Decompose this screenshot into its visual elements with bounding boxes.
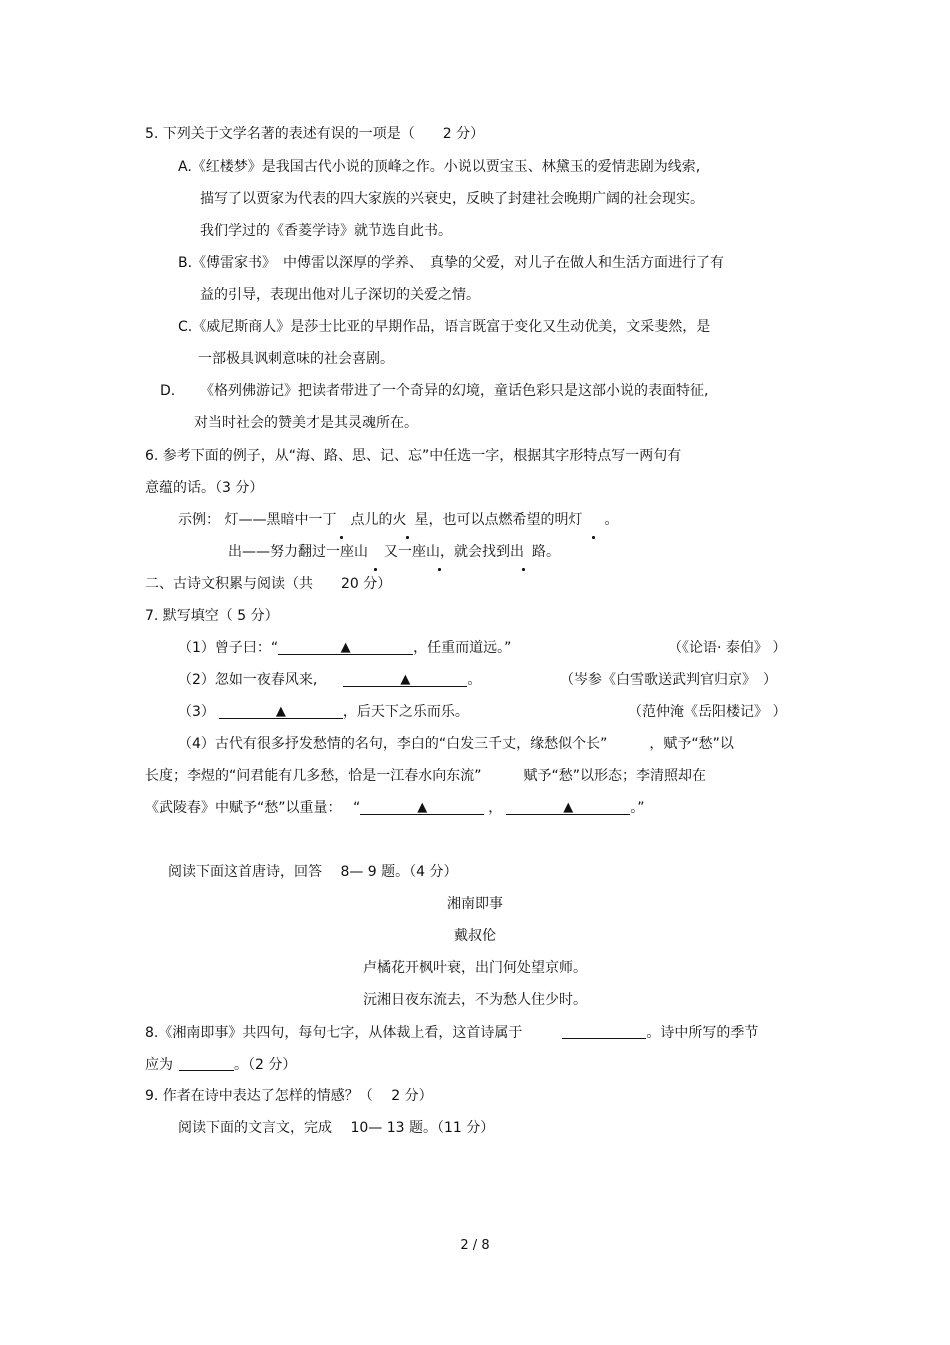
q5-option-d-line1: 《格列佛游记》把读者带进了一个奇异的幻境，童话色彩只是这部小说的表面特征, bbox=[200, 383, 709, 399]
q5-option-d-line2: 对当时社会的赞美才是其灵魂所在。 bbox=[194, 415, 418, 431]
blank-triangle-icon: ▲ bbox=[417, 800, 428, 815]
q7-item-1-suffix: ，任重而道远。” bbox=[413, 640, 512, 656]
blank-triangle-icon: ▲ bbox=[400, 672, 411, 687]
q6-example-1-part-a: 示例： 灯——黑暗中一丁 bbox=[178, 512, 337, 528]
poem-intro: 阅读下面这首唐诗，回答 8— 9 题。（4 分） bbox=[168, 864, 458, 880]
q7-item-3-source: （范仲淹《岳阳楼记》 ） bbox=[628, 704, 787, 720]
q5-option-a-line1: A.《红楼梦》是我国古代小说的顶峰之作。小说以贾宝玉、林黛玉的爱情悲剧为线索, bbox=[178, 159, 701, 175]
answer-blank[interactable] bbox=[343, 672, 467, 687]
q6-example-2-part-d: 路。 bbox=[532, 544, 560, 560]
q9-stem: 9. 作者在诗中表达了怎样的情感？（ 2 分） bbox=[145, 1088, 433, 1104]
answer-blank[interactable] bbox=[562, 1024, 646, 1039]
blank-triangle-icon: ▲ bbox=[275, 704, 286, 719]
q7-item-3 bbox=[178, 702, 469, 722]
q7-item-2 bbox=[178, 670, 481, 690]
q5-stem: 5. 下列关于文学名著的表述有误的一项是（ 2 分） bbox=[145, 126, 485, 142]
q6-example-2 bbox=[228, 542, 560, 562]
answer-blank[interactable] bbox=[219, 704, 343, 719]
q6-stem-line2: 意蕴的话。（3 分） bbox=[145, 480, 264, 496]
q6-example-2-part-c: ，就会找到出 bbox=[440, 544, 524, 560]
q5-option-c-line1: C.《威尼斯商人》是莎士比亚的早期作品，语言既富于变化又生动优美，文采斐然，是 bbox=[178, 319, 711, 335]
q5-option-c-line2: 一部极具讽刺意味的社会喜剧。 bbox=[198, 351, 394, 367]
poem-line-1: 卢橘花开枫叶衰，出门何处望京师。 bbox=[363, 960, 587, 976]
prose-intro: 阅读下面的文言文，完成 10— 13 题。（11 分） bbox=[178, 1120, 495, 1136]
poem-title: 湘南即事 bbox=[447, 896, 503, 912]
q5-option-d-label: D. bbox=[160, 383, 176, 399]
blank-triangle-icon: ▲ bbox=[563, 800, 574, 815]
q8-line2-suffix: 。（2 分） bbox=[234, 1057, 297, 1073]
q6-example-2-part-b: 又一座山 bbox=[384, 544, 440, 560]
q6-stem-line1: 6. 参考下面的例子，从“海、路、思、记、忘”中任选一字，根据其字形特点写一两句有 bbox=[145, 448, 682, 464]
q7-item-4-line3 bbox=[145, 798, 644, 818]
q6-example-1-part-b: 点儿的火 bbox=[350, 512, 407, 528]
q7-item-4-line3-comma: ， bbox=[488, 800, 503, 816]
q7-item-1-source: （《论语· 泰伯》 ） bbox=[668, 640, 787, 656]
q8-line2 bbox=[145, 1054, 296, 1075]
q6-example-2-part-a: 出——努力翻过一座山 bbox=[228, 544, 368, 560]
q8-line1-suffix: 。诗中所写的季节 bbox=[646, 1025, 759, 1041]
q7-item-2-prefix: （2）忽如一夜春风来, bbox=[178, 672, 318, 688]
q5-option-a-line3: 我们学过的《香菱学诗》就节选自此书。 bbox=[200, 223, 452, 239]
q7-item-3-prefix: （3） bbox=[178, 704, 215, 720]
q7-item-4-line1: （4）古代有很多抒发愁情的名句，李白的“白发三千丈，缘愁似个长” ，赋予“愁”以 bbox=[178, 736, 734, 752]
q7-item-3-suffix: ，后天下之乐而乐。 bbox=[342, 704, 469, 720]
q6-example-1-part-c: 星，也可以点燃希望的明灯 bbox=[414, 512, 583, 528]
answer-blank[interactable] bbox=[506, 800, 630, 815]
q8-line1 bbox=[145, 1022, 758, 1043]
q7-item-1 bbox=[178, 638, 511, 658]
answer-blank[interactable] bbox=[360, 800, 484, 815]
q7-item-2-suffix: 。 bbox=[467, 672, 482, 688]
poem-line-2: 沅湘日夜东流去，不为愁人住少时。 bbox=[363, 992, 587, 1008]
q7-item-1-prefix: （1）曾子曰：“ bbox=[178, 640, 279, 656]
q8-line2-prefix: 应为 bbox=[145, 1057, 173, 1073]
q7-item-4-line3-suffix: 。” bbox=[630, 800, 645, 816]
q7-item-2-source: （岑参《白雪歌送武判官归京》 ） bbox=[560, 672, 777, 688]
section-heading: 二、古诗文积累与阅读（共 20 分） bbox=[145, 576, 392, 592]
answer-blank[interactable] bbox=[179, 1056, 234, 1071]
q7-item-4-line3-prefix: 《武陵春》中赋予“愁”以重量： “ bbox=[145, 800, 361, 816]
page-number: 2 / 8 bbox=[460, 1238, 490, 1253]
q7-stem: 7. 默写填空（ 5 分） bbox=[145, 608, 279, 624]
q7-item-4-line2: 长度；李煜的“问君能有几多愁，恰是一江春水向东流” 赋予“愁”以形态；李清照却在 bbox=[145, 768, 707, 784]
q6-example-1-part-d: 。 bbox=[604, 512, 619, 528]
blank-triangle-icon: ▲ bbox=[340, 640, 351, 655]
poem-author: 戴叔伦 bbox=[454, 928, 496, 944]
q8-line1-prefix: 8.《湘南即事》共四句，每句七字，从体裁上看，这首诗属于 bbox=[145, 1025, 523, 1041]
q5-option-a-line2: 描写了以贾家为代表的四大家族的兴衰史，反映了封建社会晚期广阔的社会现实。 bbox=[200, 191, 704, 207]
q5-option-b-line1: B.《傅雷家书》 中傅雷以深厚的学养、 真挚的父爱，对儿子在做人和生活方面进行了有 bbox=[178, 255, 725, 271]
q5-option-b-line2: 益的引导，表现出他对儿子深切的关爱之情。 bbox=[200, 287, 480, 303]
q6-example-1 bbox=[178, 510, 618, 530]
answer-blank[interactable] bbox=[278, 640, 413, 655]
